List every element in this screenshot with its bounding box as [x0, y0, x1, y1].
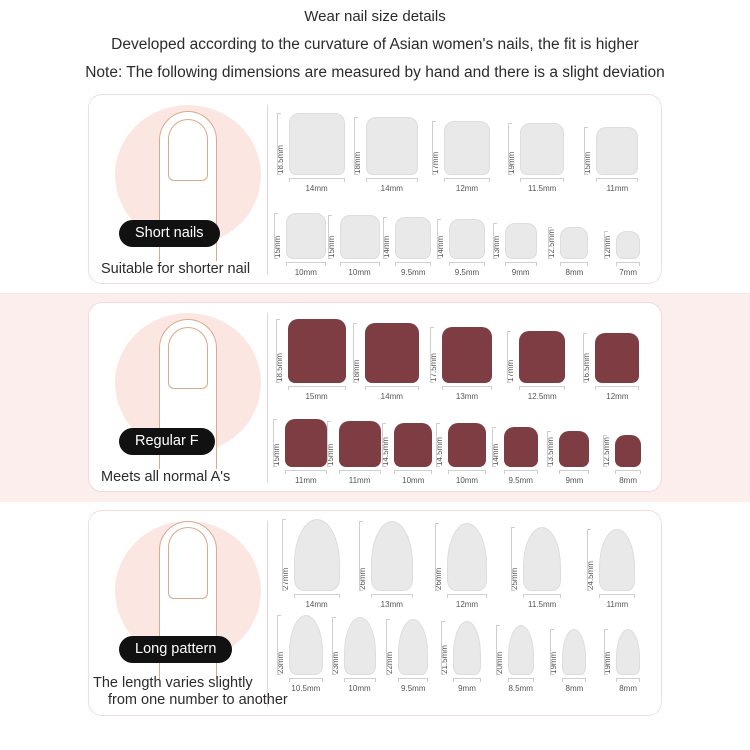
caption-short: Suitable for shorter nail [101, 261, 251, 277]
height-bracket [432, 121, 436, 175]
nail-grid-short [272, 103, 655, 279]
nail-shape [449, 219, 485, 259]
height-bracket [437, 219, 441, 259]
nail-shape [504, 427, 538, 467]
nail-cell [279, 523, 354, 609]
nail-cell [429, 315, 504, 401]
nail-width-label: 11mm [348, 476, 371, 485]
nail-height-label: 13.5mm [546, 437, 556, 466]
width-bracket [294, 594, 340, 598]
height-bracket [359, 521, 363, 591]
nail-cell [386, 611, 440, 693]
height-bracket [604, 231, 608, 259]
width-bracket [340, 262, 380, 266]
width-bracket [596, 178, 638, 182]
width-bracket [615, 470, 641, 474]
nail-row [275, 107, 655, 193]
width-bracket [395, 262, 431, 266]
width-bracket [523, 594, 561, 598]
nail-cell [435, 195, 494, 277]
width-bracket [289, 678, 323, 682]
nail-height-label: 12.5mm [547, 229, 557, 258]
width-bracket [289, 178, 345, 182]
nail-cell [434, 403, 494, 485]
nail-width-label: 11mm [606, 184, 629, 193]
nail-cell [326, 195, 387, 277]
height-bracket [386, 619, 390, 675]
nail-width-label: 14mm [305, 184, 328, 193]
nail-cell [354, 523, 429, 609]
nail-height-label: 15mm [272, 235, 282, 258]
nail-shape [616, 231, 640, 259]
page-title: Wear nail size details [304, 8, 446, 25]
nail-height-label: 14mm [490, 443, 500, 466]
height-bracket [332, 617, 336, 675]
nail-height-label: 15mm [325, 443, 335, 466]
height-bracket [511, 527, 515, 591]
height-bracket [550, 629, 554, 675]
nail-cell [505, 523, 580, 609]
nail-cell [580, 107, 655, 193]
height-bracket [548, 227, 552, 259]
nail-shape [339, 421, 381, 467]
card-long [88, 510, 662, 716]
badge-short: Short nails [119, 220, 220, 247]
nail-cell [382, 195, 440, 277]
nail-shape [595, 333, 639, 383]
nail-width-label: 11.5mm [528, 184, 557, 193]
nail-height-label: 19mm [549, 651, 559, 674]
height-bracket [273, 419, 277, 467]
nail-shape [444, 121, 490, 175]
nail-width-label: 8mm [565, 268, 584, 277]
height-bracket [441, 621, 445, 675]
page-subtitle: Developed according to the curvature of Asian women's nails, the fit is higher [111, 36, 639, 53]
height-bracket [277, 113, 281, 175]
width-bracket [595, 386, 639, 390]
divider-long [267, 521, 268, 707]
nail-cell [429, 523, 504, 609]
nail-shape [285, 419, 327, 467]
nail-cell [580, 315, 655, 401]
nail-width-label: 9mm [458, 684, 476, 693]
width-bracket [616, 678, 640, 682]
nail-width-label: 10mm [348, 268, 371, 277]
nail-width-label: 14mm [380, 392, 403, 401]
nail-row [274, 315, 655, 401]
nail-width-label: 8mm [619, 684, 638, 693]
nail-grid-long [275, 519, 655, 695]
width-bracket [444, 178, 490, 182]
nail-width-label: 10mm [402, 476, 425, 485]
nail-height-label: 26mm [357, 567, 367, 590]
nail-height-label: 15mm [326, 235, 336, 258]
nail-grid-regular [271, 311, 655, 487]
nail-height-label: 12.5mm [602, 437, 612, 466]
nail-cell [580, 523, 655, 609]
nail-height-label: 22mm [385, 651, 395, 674]
nail-shape [447, 523, 487, 591]
width-bracket [505, 262, 537, 266]
width-bracket [447, 594, 487, 598]
height-bracket [547, 431, 551, 467]
height-bracket [276, 319, 280, 383]
width-bracket [562, 678, 586, 682]
width-bracket [519, 386, 565, 390]
height-bracket [508, 123, 512, 175]
illustration-long [97, 515, 283, 699]
height-bracket [496, 625, 500, 675]
nail-cell [429, 107, 504, 193]
width-bracket [398, 678, 428, 682]
nail-height-label: 26mm [433, 567, 443, 590]
nail-shape [442, 327, 492, 383]
nail-width-label: 12mm [455, 600, 479, 609]
nail-width-label: 14mm [305, 600, 328, 609]
nail-cell [271, 403, 333, 485]
caption-long-second-line: from one number to another [108, 692, 288, 708]
nail-width-label: 9.5mm [401, 684, 426, 693]
nail-cell [494, 611, 548, 693]
nail-shape [340, 215, 380, 259]
nail-shape [286, 213, 326, 259]
nail-cell [275, 611, 333, 693]
nail-cell [601, 611, 655, 693]
nail-width-label: 11mm [295, 476, 317, 485]
nail-shape [615, 435, 641, 467]
height-bracket [274, 213, 278, 259]
nail-width-label: 12mm [606, 392, 629, 401]
nail-shape [560, 227, 588, 259]
nail-cell [325, 403, 387, 485]
height-bracket [435, 523, 439, 591]
nail-cell [275, 107, 354, 193]
height-bracket [382, 423, 386, 467]
nail-shape [394, 423, 432, 467]
nail-height-label: 17mm [506, 359, 516, 382]
nail-cell [354, 107, 429, 193]
nail-shape [448, 423, 486, 467]
width-bracket [339, 470, 381, 474]
nail-height-label: 17mm [430, 151, 440, 174]
card-short [88, 94, 662, 284]
nail-height-label: 16.5mm [582, 353, 592, 382]
height-bracket [353, 323, 357, 383]
nail-cell [505, 107, 580, 193]
width-bracket [508, 678, 534, 682]
width-bracket [599, 594, 635, 598]
nail-height-label: 15mm [271, 443, 281, 466]
nail-cell [330, 611, 387, 693]
nail-height-label: 15mm [583, 151, 593, 174]
nail-shape [562, 629, 586, 675]
height-bracket [492, 427, 496, 467]
section-regular-nails [0, 294, 750, 502]
nail-row [275, 613, 655, 693]
nail-shape [288, 319, 346, 383]
nail-width-label: 13mm [455, 392, 479, 401]
nail-width-label: 15mm [305, 392, 328, 401]
nail-width-label: 8mm [619, 476, 638, 485]
nail-height-label: 21.5mm [439, 645, 449, 674]
nail-width-label: 13mm [380, 600, 403, 609]
width-bracket [453, 678, 481, 682]
section-short-nails [0, 86, 750, 294]
nail-width-label: 9mm [565, 476, 584, 485]
nail-height-label: 18mm [352, 151, 362, 174]
section-long-nails [0, 502, 750, 728]
nail-width-label: 9.5mm [401, 268, 426, 277]
nail-height-label: 20mm [494, 651, 504, 674]
nail-shape [596, 127, 638, 175]
width-bracket [288, 386, 346, 390]
header [0, 0, 750, 86]
height-bracket [383, 217, 387, 259]
nail-height-label: 24.5mm [586, 561, 596, 590]
nail-cell [351, 315, 429, 401]
height-bracket [327, 421, 331, 467]
nail-plate-shape [168, 327, 208, 389]
nail-width-label: 10mm [294, 268, 317, 277]
nail-width-label: 12mm [455, 184, 479, 193]
nail-height-label: 18.5mm [274, 353, 284, 382]
nail-cell [491, 195, 548, 277]
nail-width-label: 12.5mm [527, 392, 557, 401]
height-bracket [328, 215, 332, 259]
nail-width-label: 8mm [565, 684, 584, 693]
nail-width-label: 9.5mm [454, 268, 480, 277]
width-bracket [448, 470, 486, 474]
height-bracket [436, 423, 440, 467]
height-bracket [603, 435, 607, 467]
nail-width-label: 7mm [619, 268, 638, 277]
page-note: Note: The following dimensions are measured by hand and there is a slight deviation [85, 64, 665, 81]
width-bracket [365, 386, 419, 390]
nail-cell [505, 315, 580, 401]
badge-long: Long pattern [119, 636, 232, 663]
nail-width-label: 8.5mm [508, 684, 533, 693]
nail-row [272, 197, 655, 277]
nail-cell [601, 195, 655, 277]
height-bracket [277, 615, 281, 675]
width-bracket [285, 470, 327, 474]
width-bracket [286, 262, 326, 266]
nail-shape [453, 621, 481, 675]
nail-height-label: 14mm [382, 235, 392, 258]
nail-height-label: 23mm [275, 651, 285, 674]
nail-width-label: 9mm [511, 268, 530, 277]
width-bracket [520, 178, 564, 182]
height-bracket [604, 629, 608, 675]
nail-row [279, 523, 655, 609]
width-bracket [559, 470, 589, 474]
nail-shape [344, 617, 376, 675]
nail-shape [523, 527, 561, 591]
nail-width-label: 11mm [606, 600, 629, 609]
width-bracket [560, 262, 588, 266]
nail-shape [519, 331, 565, 383]
height-bracket [583, 333, 587, 383]
nail-shape [366, 117, 418, 175]
divider-short [267, 105, 268, 275]
width-bracket [366, 178, 418, 182]
nail-height-label: 27mm [280, 567, 290, 590]
nail-cell [381, 403, 440, 485]
nail-cell [548, 403, 602, 485]
nail-shape [508, 625, 534, 675]
nail-cell [274, 315, 354, 401]
nail-shape [520, 123, 564, 175]
width-bracket [504, 470, 538, 474]
nail-height-label: 18.5mm [275, 145, 285, 174]
nail-height-label: 25mm [510, 567, 520, 590]
nail-shape [371, 521, 413, 591]
caption-regular: Meets all normal A's [101, 469, 231, 485]
height-bracket [584, 127, 588, 175]
nail-row [271, 405, 655, 485]
nail-cell [548, 611, 602, 693]
nail-height-label: 14.5mm [381, 437, 391, 466]
width-bracket [449, 262, 485, 266]
nail-shape [289, 615, 323, 675]
nail-shape [559, 431, 589, 467]
nail-height-label: 13mm [491, 235, 501, 258]
nail-shape [505, 223, 537, 259]
height-bracket [430, 327, 434, 383]
nail-height-label: 14.5mm [434, 437, 444, 466]
nail-shape [599, 529, 635, 591]
nail-height-label: 19mm [603, 651, 613, 674]
width-bracket [616, 262, 640, 266]
nail-cell [490, 403, 548, 485]
nail-shape [289, 113, 345, 175]
illustration-regular [97, 307, 283, 491]
illustration-short [97, 99, 283, 283]
nail-height-label: 12mm [603, 235, 613, 258]
nail-cell [601, 403, 655, 485]
nail-cell [272, 195, 333, 277]
width-bracket [442, 386, 492, 390]
card-regular [88, 302, 662, 492]
nail-height-label: 17.5mm [428, 353, 438, 382]
nail-height-label: 19mm [507, 151, 517, 174]
nail-width-label: 10mm [348, 684, 371, 693]
caption-long: The length varies slightly [93, 675, 253, 691]
height-bracket [493, 223, 497, 259]
nail-cell [548, 195, 602, 277]
height-bracket [507, 331, 511, 383]
nail-shape [395, 217, 431, 259]
nail-shape [616, 629, 640, 675]
width-bracket [371, 594, 413, 598]
nail-height-label: 14mm [435, 235, 445, 258]
badge-regular: Regular F [119, 428, 215, 455]
nail-height-label: 23mm [330, 651, 340, 674]
nail-width-label: 10.5mm [291, 684, 321, 693]
nail-cell [440, 611, 494, 693]
nail-shape [294, 519, 340, 591]
nail-width-label: 10mm [455, 476, 479, 485]
nail-shape [365, 323, 419, 383]
width-bracket [394, 470, 432, 474]
height-bracket [354, 117, 358, 175]
nail-plate-shape [168, 119, 208, 181]
nail-width-label: 11.5mm [528, 600, 557, 609]
height-bracket [587, 529, 591, 591]
nail-height-label: 18mm [351, 359, 361, 382]
nail-width-label: 9.5mm [508, 476, 533, 485]
width-bracket [344, 678, 376, 682]
height-bracket [282, 519, 286, 591]
divider-regular [267, 313, 268, 483]
nail-shape [398, 619, 428, 675]
nail-plate-shape [168, 527, 208, 599]
nail-width-label: 14mm [380, 184, 403, 193]
